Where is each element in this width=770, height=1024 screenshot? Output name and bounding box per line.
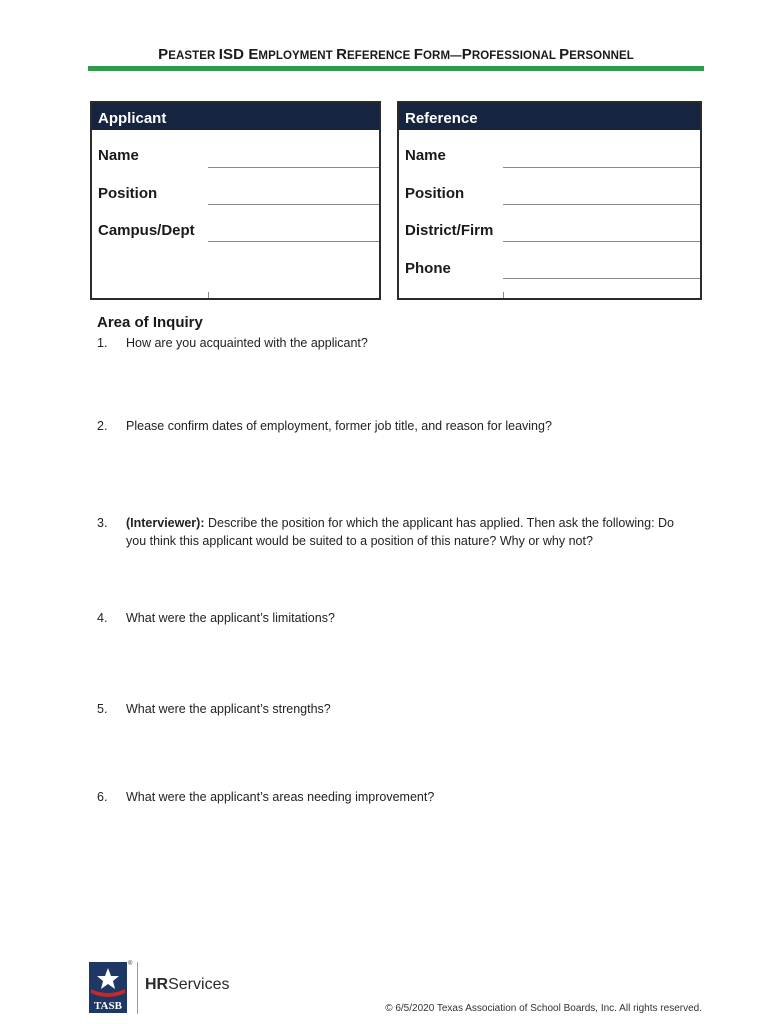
applicant-name-field[interactable] bbox=[208, 167, 379, 168]
question-number: 6. bbox=[97, 790, 108, 804]
interviewer-note: (Interviewer): bbox=[126, 516, 205, 530]
question-number: 4. bbox=[97, 611, 108, 625]
reference-name-field[interactable] bbox=[503, 167, 700, 168]
question-number: 3. bbox=[97, 516, 108, 530]
question-number: 2. bbox=[97, 419, 108, 433]
applicant-heading: Applicant bbox=[92, 103, 379, 130]
applicant-position-field[interactable] bbox=[208, 204, 379, 205]
reference-position-field[interactable] bbox=[503, 204, 700, 205]
star-icon bbox=[89, 962, 127, 1013]
reference-name-label: Name bbox=[405, 147, 446, 164]
field-divider-tick bbox=[503, 292, 504, 298]
reference-position-label: Position bbox=[405, 185, 465, 202]
question-text: What were the applicant’s strengths? bbox=[126, 702, 331, 716]
form-title: PEASTER ISD EMPLOYMENT REFERENCE FORM—PROFESSIONAL PERSONNEL bbox=[158, 46, 634, 63]
applicant-position-label: Position bbox=[98, 185, 158, 202]
question-text: Please confirm dates of employment, former job title, and reason for leaving? bbox=[126, 419, 552, 433]
applicant-name-label: Name bbox=[98, 147, 139, 164]
question-text: (Interviewer): Describe the position for which the applicant has applied. Then ask the following: Do you think this applicant would be suited to a position of this nature? Why or why not? bbox=[126, 516, 674, 548]
applicant-campus-field[interactable] bbox=[208, 241, 379, 242]
reference-phone-label: Phone bbox=[405, 260, 451, 277]
question-number: 1. bbox=[97, 336, 108, 350]
reference-district-field[interactable] bbox=[503, 241, 700, 242]
applicant-campus-label: Campus/Dept bbox=[98, 222, 195, 239]
question-text: How are you acquainted with the applicant? bbox=[126, 336, 368, 350]
tasb-logo bbox=[89, 962, 127, 1013]
question-text: What were the applicant’s areas needing improvement? bbox=[126, 790, 435, 804]
registered-mark: ® bbox=[128, 961, 133, 967]
area-of-inquiry-heading: Area of Inquiry bbox=[97, 314, 203, 331]
reference-district-label: District/Firm bbox=[405, 222, 494, 239]
reference-heading: Reference bbox=[399, 103, 700, 130]
copyright-footer: © 6/5/2020 Texas Association of School Boards, Inc. All rights reserved. bbox=[385, 1003, 702, 1014]
field-divider-tick bbox=[208, 292, 209, 298]
question-text: What were the applicant’s limitations? bbox=[126, 611, 335, 625]
hr-services-label: HRServices bbox=[145, 976, 230, 993]
title-divider bbox=[88, 66, 704, 71]
reference-box bbox=[397, 101, 702, 300]
logo-divider bbox=[137, 962, 138, 1014]
logo-text: TASB bbox=[94, 1000, 122, 1012]
question-number: 5. bbox=[97, 702, 108, 716]
applicant-box bbox=[90, 101, 381, 300]
reference-phone-field[interactable] bbox=[503, 278, 700, 279]
